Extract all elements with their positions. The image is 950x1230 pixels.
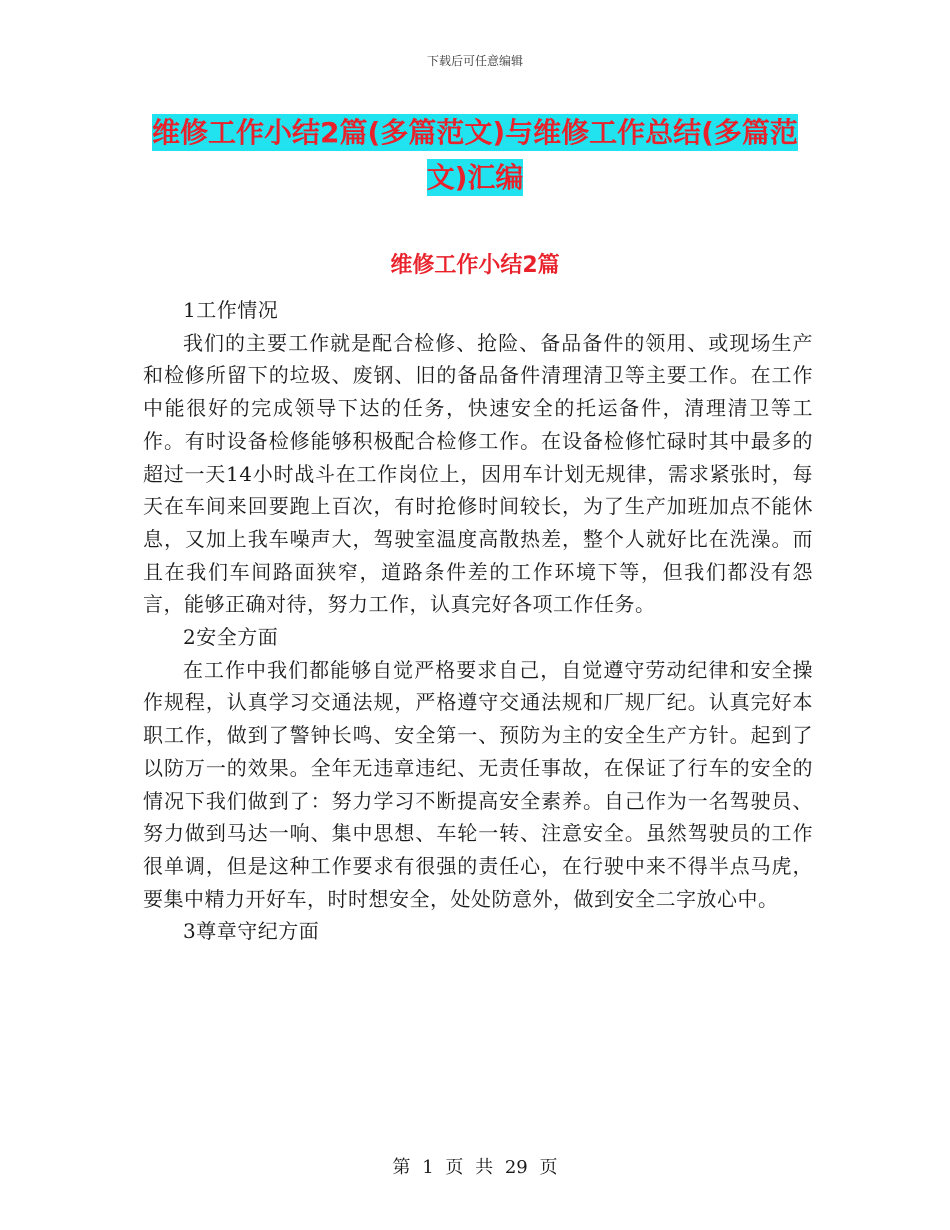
paragraph-work: 我们的主要工作就是配合检修、抢险、备品备件的领用、或现场生产和检修所留下的垃圾、废钢、旧的备品备件清理清卫等主要工作。在工作中能很好的完成领导下达的任务，快速安全的托运备件，清理清卫等工作。有时设备检修能够积极配合检修工作。在设备检修忙碌时其中最多的超过一天14小时战斗在工作岗位上，因用车计划无规律，需求紧张时，每天在车间来回要跑上百次，有时抢修时间较长，为了生产加班加点不能休息，又加上我车噪声大，驾驶室温度高散热差，整个人就好比在洗澡。而且在我们车间路面狭窄，道路条件差的工作环境下等，但我们都没有怨言，能够正确对待，努力工作，认真完好各项工作任务。 (143, 330, 813, 617)
paragraph-safety: 在工作中我们都能够自觉严格要求自己，自觉遵守劳动纪律和安全操作规程，认真学习交通法规，严格遵守交通法规和厂规厂纪。认真完好本职工作，做到了警钟长鸣、安全第一、预防为主的安全生产方针。起到了以防万一的效果。全年无违章违纪、无责任事故，在保证了行车的安全的情况下我们做到了：努力学习不断提高安全素养。自己作为一名驾驶员、努力做到马达一响、集中思想、车轮一转、注意安全。虽然驾驶员的工作很单调，但是这种工作要求有很强的责任心，在行驶中来不得半点马虎，要集中精力开好车，时时想安全，处处防意外，做到安全二字放心中。 (143, 657, 813, 911)
section-title: 维修工作小结2篇 (390, 253, 560, 278)
header-note: 下载后可任意编辑 (426, 54, 523, 68)
document-title-text: 维修工作小结2篇(多篇范文)与维修工作总结(多篇范文)汇编 (152, 116, 798, 194)
page-number: 第 1 页 共 29 页 (392, 1157, 558, 1178)
subheading-safety: 2安全方面 (183, 625, 279, 650)
subheading-work: 1工作情况 (183, 298, 279, 322)
subheading-discipline: 3尊章守纪方面 (183, 919, 320, 944)
document-title (140, 110, 810, 200)
document-body (143, 294, 813, 948)
